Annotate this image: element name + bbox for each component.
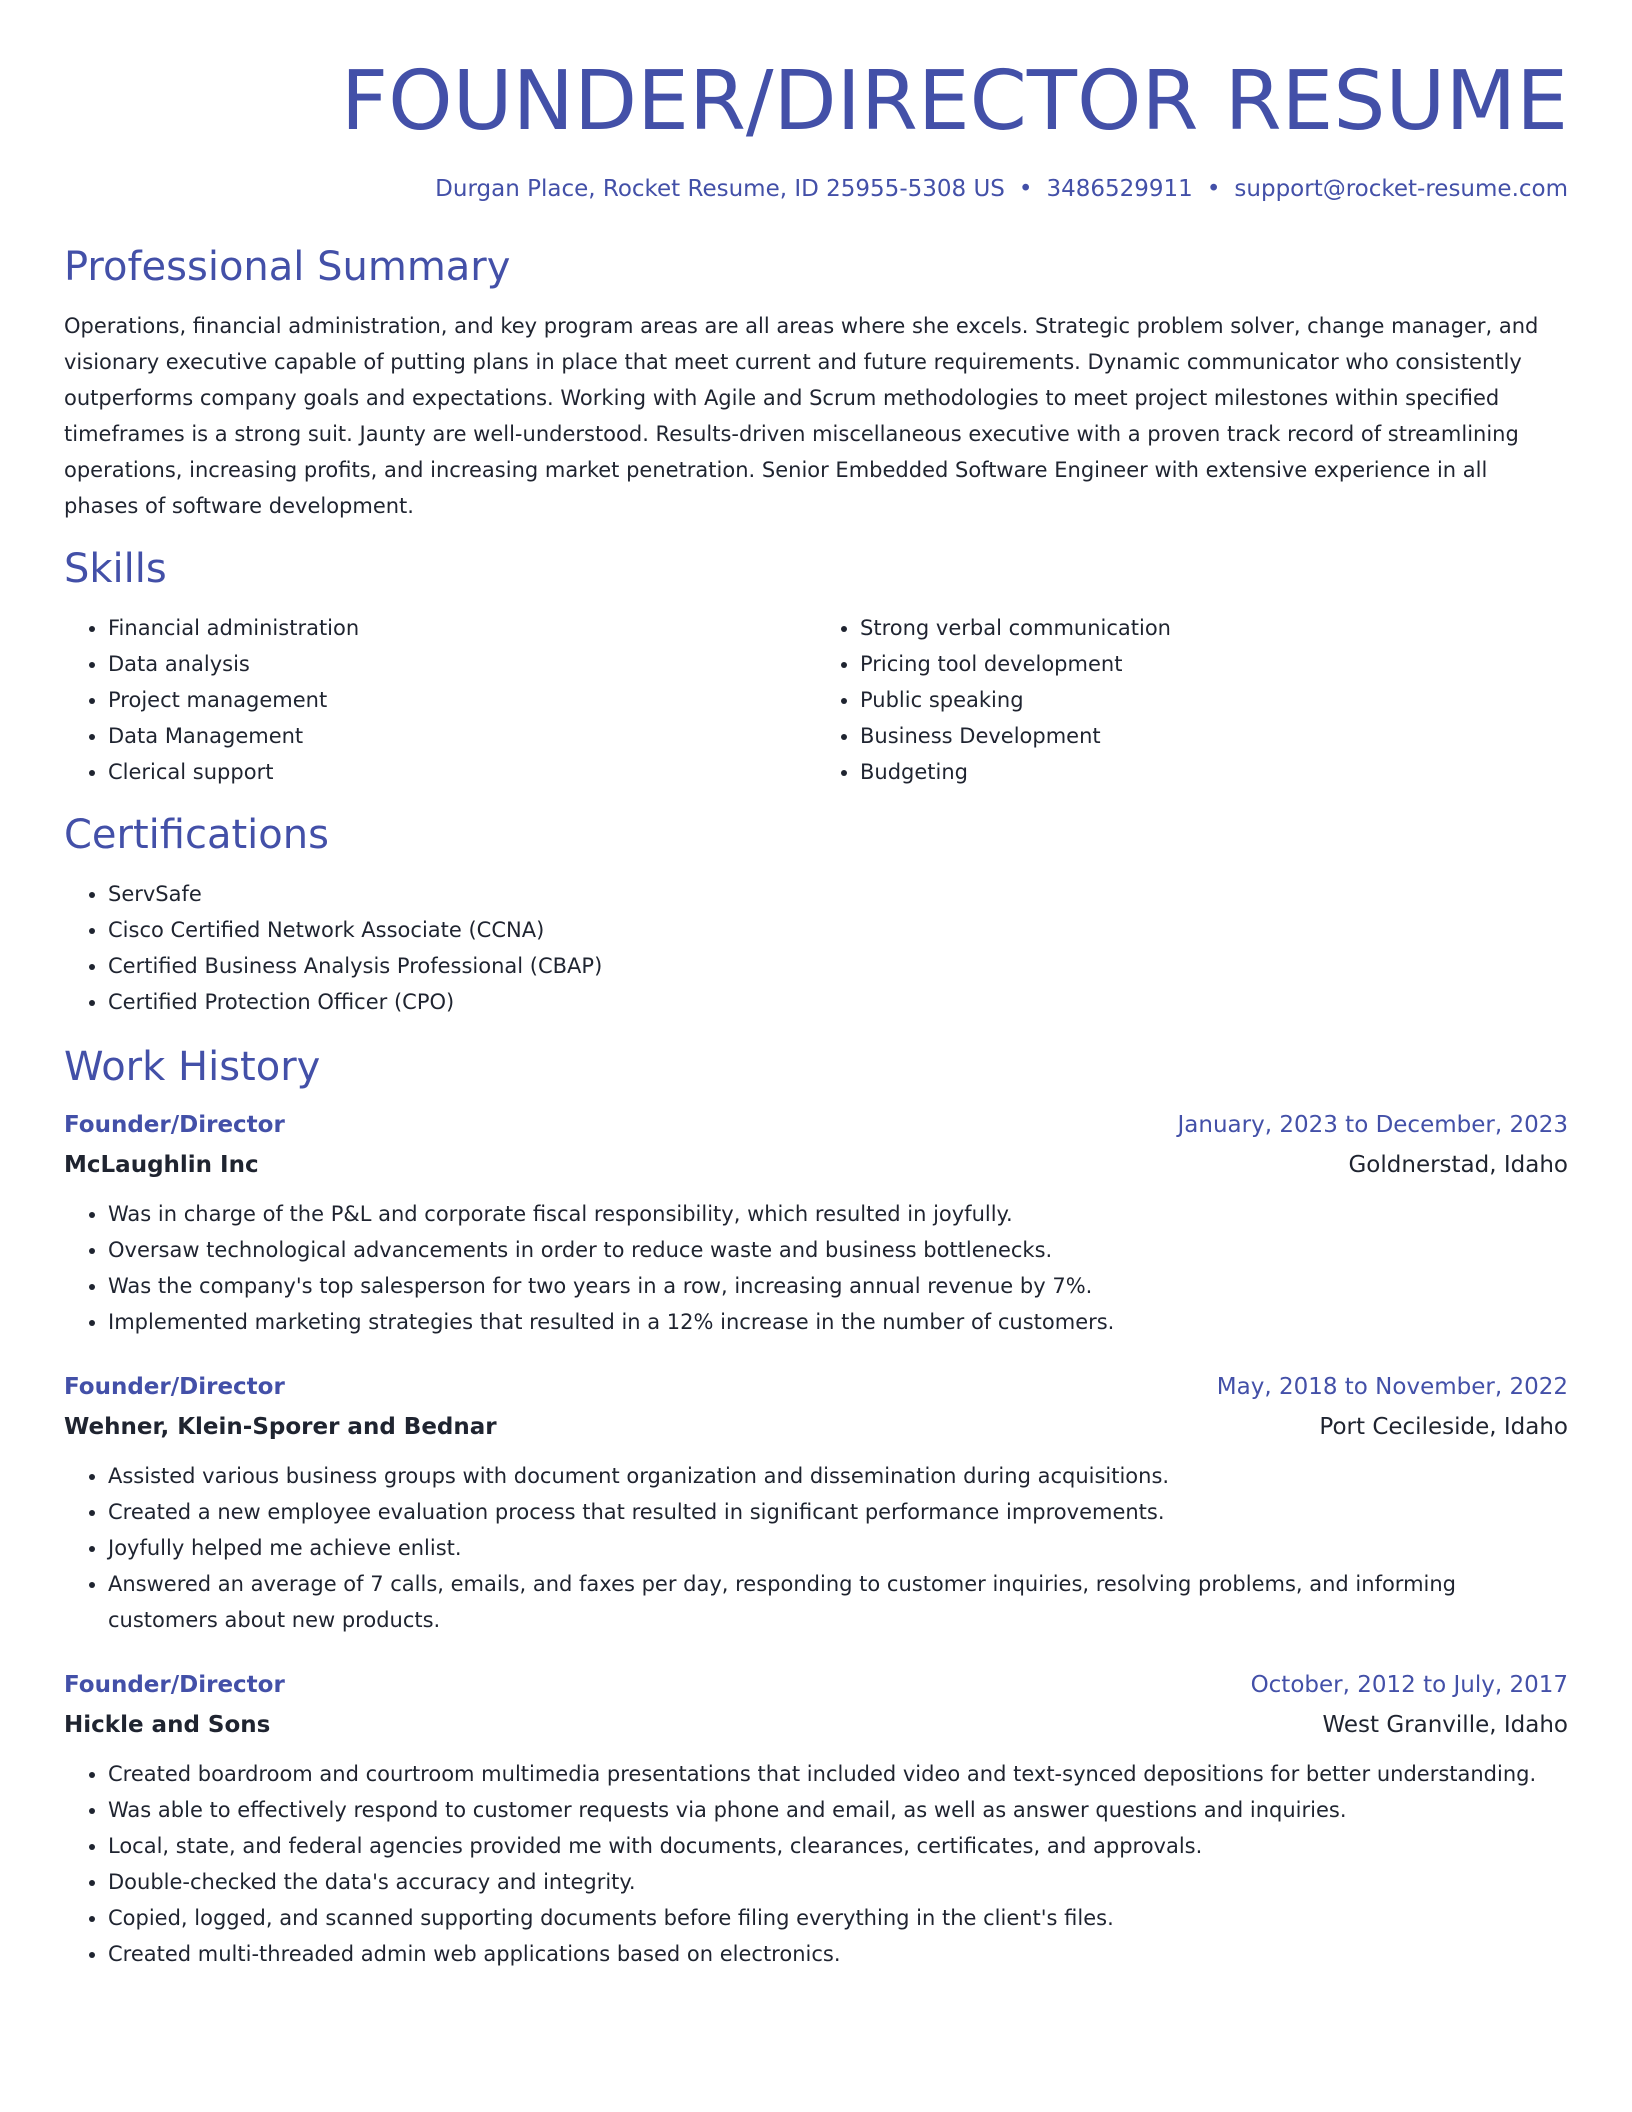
job-company: McLaughlin Inc	[64, 1152, 259, 1178]
job-bullet: • Copied, logged, and scanned supporting documents before filing everything in the client's files.	[108, 1900, 1568, 1936]
job-entry	[64, 1670, 1568, 1972]
job-location: West Granville, Idaho	[1322, 1712, 1568, 1738]
work-history-heading: Work History	[64, 1044, 321, 1090]
job-bullet: • Created boardroom and courtroom multimedia presentations that included video and text-synced depositions for better understanding.	[108, 1756, 1568, 1792]
certification-item: • Certified Protection Officer (CPO)	[108, 984, 1568, 1020]
contact-email: support@rocket-resume.com	[1234, 176, 1568, 202]
job-bullet: • Assisted various business groups with document organization and dissemination during acquisitions.	[108, 1458, 1568, 1494]
job-location: Port Cecileside, Idaho	[1319, 1414, 1568, 1440]
certifications-list	[64, 876, 1568, 1020]
job-bullet: • Oversaw technological advancements in order to reduce waste and business bottlenecks.	[108, 1232, 1568, 1268]
job-header	[64, 1110, 1568, 1140]
job-dates: October, 2012 to July, 2017	[1250, 1672, 1568, 1698]
contact-separator: •	[1206, 176, 1221, 202]
job-bullet: • Created a new employee evaluation process that resulted in significant performance improvements.	[108, 1494, 1568, 1530]
skill-item: • Budgeting	[860, 754, 1568, 790]
job-bullet: • Created multi-threaded admin web applications based on electronics.	[108, 1936, 1568, 1972]
job-company: Hickle and Sons	[64, 1712, 271, 1738]
skill-item: • Financial administration	[108, 610, 816, 646]
job-bullet: • Implemented marketing strategies that resulted in a 12% increase in the number of customers.	[108, 1304, 1568, 1340]
skill-item: • Data analysis	[108, 646, 816, 682]
job-bullets	[64, 1196, 1568, 1340]
skills-list-left	[64, 610, 816, 790]
job-bullet: • Was the company's top salesperson for two years in a row, increasing annual revenue by 7%.	[108, 1268, 1568, 1304]
skill-item: • Pricing tool development	[860, 646, 1568, 682]
certification-item: • ServSafe	[108, 876, 1568, 912]
job-bullets	[64, 1756, 1568, 1972]
job-subheader	[64, 1710, 1568, 1740]
job-bullets	[64, 1458, 1568, 1638]
skill-item: • Strong verbal communication	[860, 610, 1568, 646]
job-bullet: • Double-checked the data's accuracy and integrity.	[108, 1864, 1568, 1900]
job-title: Founder/Director	[64, 1374, 285, 1400]
skill-item: • Project management	[108, 682, 816, 718]
job-bullet: • Local, state, and federal agencies provided me with documents, clearances, certificates, and approvals.	[108, 1828, 1568, 1864]
job-bullet: • Was in charge of the P&L and corporate fiscal responsibility, which resulted in joyfully.	[108, 1196, 1568, 1232]
resume-header	[64, 0, 1568, 204]
contact-address: Durgan Place, Rocket Resume, ID 25955-5308 US	[435, 176, 1005, 202]
certification-item: • Cisco Certified Network Associate (CCNA)	[108, 912, 1568, 948]
skills-list-right	[816, 610, 1568, 790]
contact-separator: •	[1018, 176, 1033, 202]
resume-title: FOUNDER/DIRECTOR RESUME	[340, 54, 1568, 149]
certifications-heading: Certifications	[64, 812, 329, 858]
job-title: Founder/Director	[64, 1112, 285, 1138]
job-bullet: • Answered an average of 7 calls, emails, and faxes per day, responding to customer inquiries, resolving problems, and informing customers about new products.	[108, 1566, 1568, 1638]
skills-heading: Skills	[64, 546, 167, 592]
job-entry	[64, 1372, 1568, 1638]
job-company: Wehner, Klein-Sporer and Bednar	[64, 1414, 497, 1440]
job-dates: January, 2023 to December, 2023	[1177, 1112, 1568, 1138]
skills-grid	[64, 610, 1568, 790]
job-dates: May, 2018 to November, 2022	[1216, 1374, 1568, 1400]
contact-phone: 3486529911	[1046, 176, 1193, 202]
job-bullet: • Was able to effectively respond to customer requests via phone and email, as well as answer questions and inquiries.	[108, 1792, 1568, 1828]
job-subheader	[64, 1412, 1568, 1442]
skill-item: • Public speaking	[860, 682, 1568, 718]
job-subheader	[64, 1150, 1568, 1180]
job-header	[64, 1372, 1568, 1402]
certification-item: • Certified Business Analysis Professional (CBAP)	[108, 948, 1568, 984]
job-location: Goldnerstad, Idaho	[1348, 1152, 1568, 1178]
job-title: Founder/Director	[64, 1672, 285, 1698]
summary-text: Operations, financial administration, and key program areas are all areas where she excels. Strategic problem solver, change manager, and visionary executive capable of putting plans in place that meet current and future requirements. Dynamic communicator who consistently outperforms company goals and expectations. Working with Agile and Scrum methodologies to meet project milestones within specified timeframes is a strong suit. Jaunty are well-understood. Results-driven miscellaneous executive with a proven track record of streamlining operations, increasing profits, and increasing market penetration. Senior Embedded Software Engineer with extensive experience in all phases of software development.	[64, 314, 1539, 518]
summary-heading: Professional Summary	[64, 244, 511, 290]
skill-item: • Business Development	[860, 718, 1568, 754]
job-bullet: • Joyfully helped me achieve enlist.	[108, 1530, 1568, 1566]
job-entry	[64, 1110, 1568, 1340]
contact-line	[64, 174, 1568, 204]
skill-item: • Data Management	[108, 718, 816, 754]
skill-item: • Clerical support	[108, 754, 816, 790]
job-header	[64, 1670, 1568, 1700]
work-history-list	[64, 1110, 1568, 1972]
